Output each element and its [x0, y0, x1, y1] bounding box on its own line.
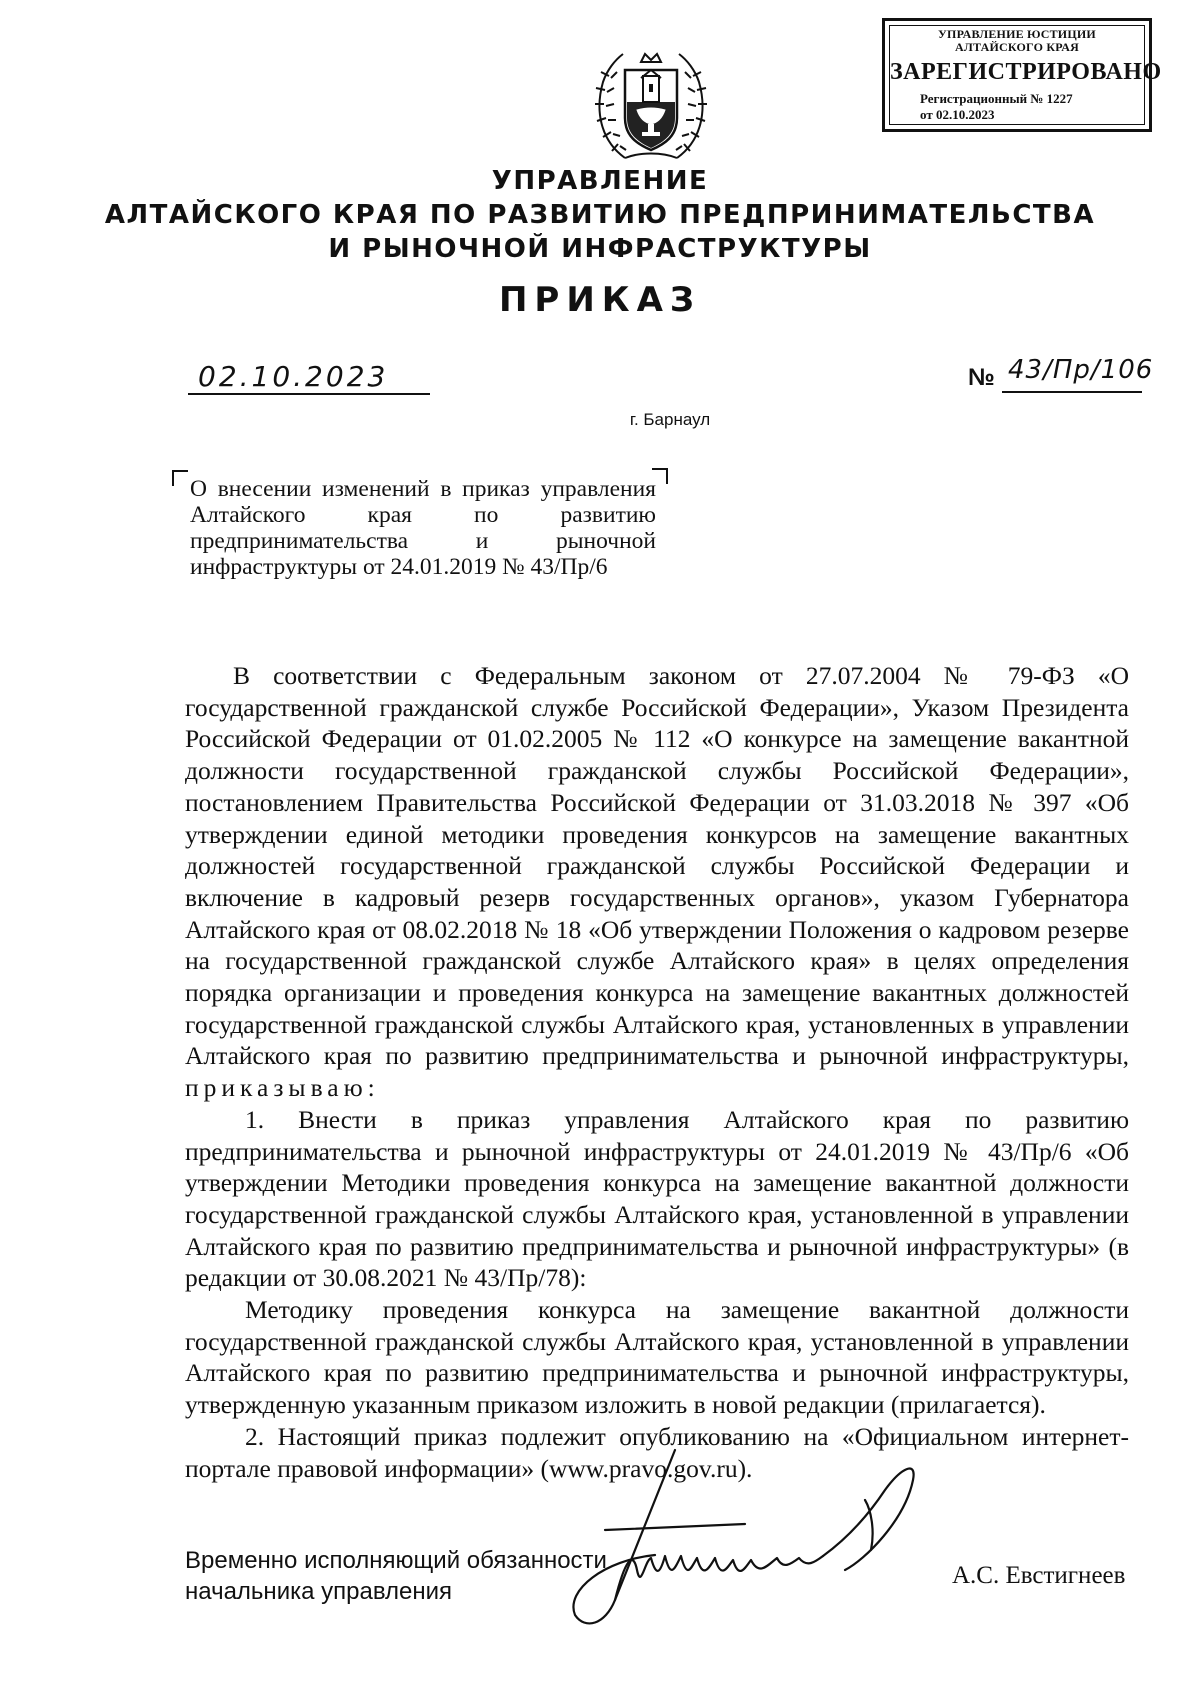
coat-of-arms-icon [585, 40, 717, 168]
item-2-paragraph: 2. Настоящий приказ подлежит опубликованию на «Официальном интернет-портале правовой информации» (www.pravo.gov.ru). [185, 1421, 1129, 1483]
order-subject: О внесении изменений в приказ управления Алтайского края по развитию предпринимательства и рыночной инфраструктуры от 24.01.2019 № 43/Пр/6 [190, 476, 656, 580]
number-underline [1002, 391, 1142, 393]
city: г. Барнаул [629, 410, 711, 429]
stamp-title: ЗАРЕГИСТРИРОВАНО [890, 59, 1162, 85]
document-type-title: ПРИКАЗ [498, 280, 702, 320]
order-body [185, 660, 1129, 1484]
preamble-paragraph [185, 660, 1129, 1104]
signatory-position: Временно исполняющий обязанности начальника управления [185, 1547, 607, 1605]
header-line-2: АЛТАЙСКОГО КРАЯ ПО РАЗВИТИЮ ПРЕДПРИНИМАТЕЛЬСТВА [104, 200, 1096, 230]
stamp-registration-number: Регистрационный № 1227 от 02.10.2023 [920, 91, 1073, 122]
method-paragraph: Методику проведения конкурса на замещение вакантной должности государственной гражданской службы Алтайского края, установленной в управлении Алтайского края по развитию предпринимательства и рыночной инфраструктуры, утвержденную указанным приказом изложить в новой редакции (прилагается). [185, 1295, 1129, 1420]
order-date: 02.10.2023 [198, 360, 389, 393]
date-underline [188, 393, 430, 395]
order-keyword: приказываю: [185, 1073, 380, 1103]
signatory-name: А.С. Евстигнеев [952, 1562, 1126, 1589]
header-line-1: УПРАВЛЕНИЕ [491, 166, 709, 196]
number-label: № [968, 364, 995, 391]
stamp-inner-frame [889, 25, 1162, 125]
header-line-3: И РЫНОЧНОЙ ИНФРАСТРУКТУРЫ [328, 234, 872, 264]
stamp-organization: УПРАВЛЕНИЕ ЮСТИЦИИ АЛТАЙСКОГО КРАЯ [938, 27, 1096, 54]
subject-bracket-left [172, 470, 188, 486]
preamble-text: В соответствии с Федеральным законом от 27.07.2004 № 79-ФЗ «О государственной гражданской службе Российской Федерации», Указом Президента Российской Федерации от 01.02.2005 № 112 «О конкурсе на замещение вакантной должности государственной гражданской службы Российской Федерации», постановлением Правительства Российской Федерации от 31.03.2018 № 397 «Об утверждении единой методики проведения конкурсов на замещение вакантных должностей государственной гражданской службы Российской Федерации и включение в кадровый резерв государственных органов», указом Губернатора Алтайского края от 08.02.2018 № 18 «Об утверждении Положения о кадровом резерве на государственной гражданской службе Алтайского края» в целях определения порядка организации и проведения конкурса на замещение вакантных должностей государственной гражданской службы Алтайского края, установленных в управлении Алтайского края по развитию предпринимательства и рыночной инфраструктуры, [185, 661, 1129, 1071]
handwritten-signature [545, 1440, 965, 1640]
item-1-paragraph: 1. Внести в приказ управления Алтайского края по развитию предпринимательства и рыночной инфраструктуры от 24.01.2019 № 43/Пр/6 «Об утверждении Методики проведения конкурса на замещение вакантной должности государственной гражданской службы Алтайского края, установленной в управлении Алтайского края по развитию предпринимательства и рыночной инфраструктуры» (в редакции от 30.08.2021 № 43/Пр/78): [185, 1104, 1129, 1293]
order-number: 43/Пр/106 [1008, 355, 1154, 385]
registration-stamp [882, 18, 1162, 132]
